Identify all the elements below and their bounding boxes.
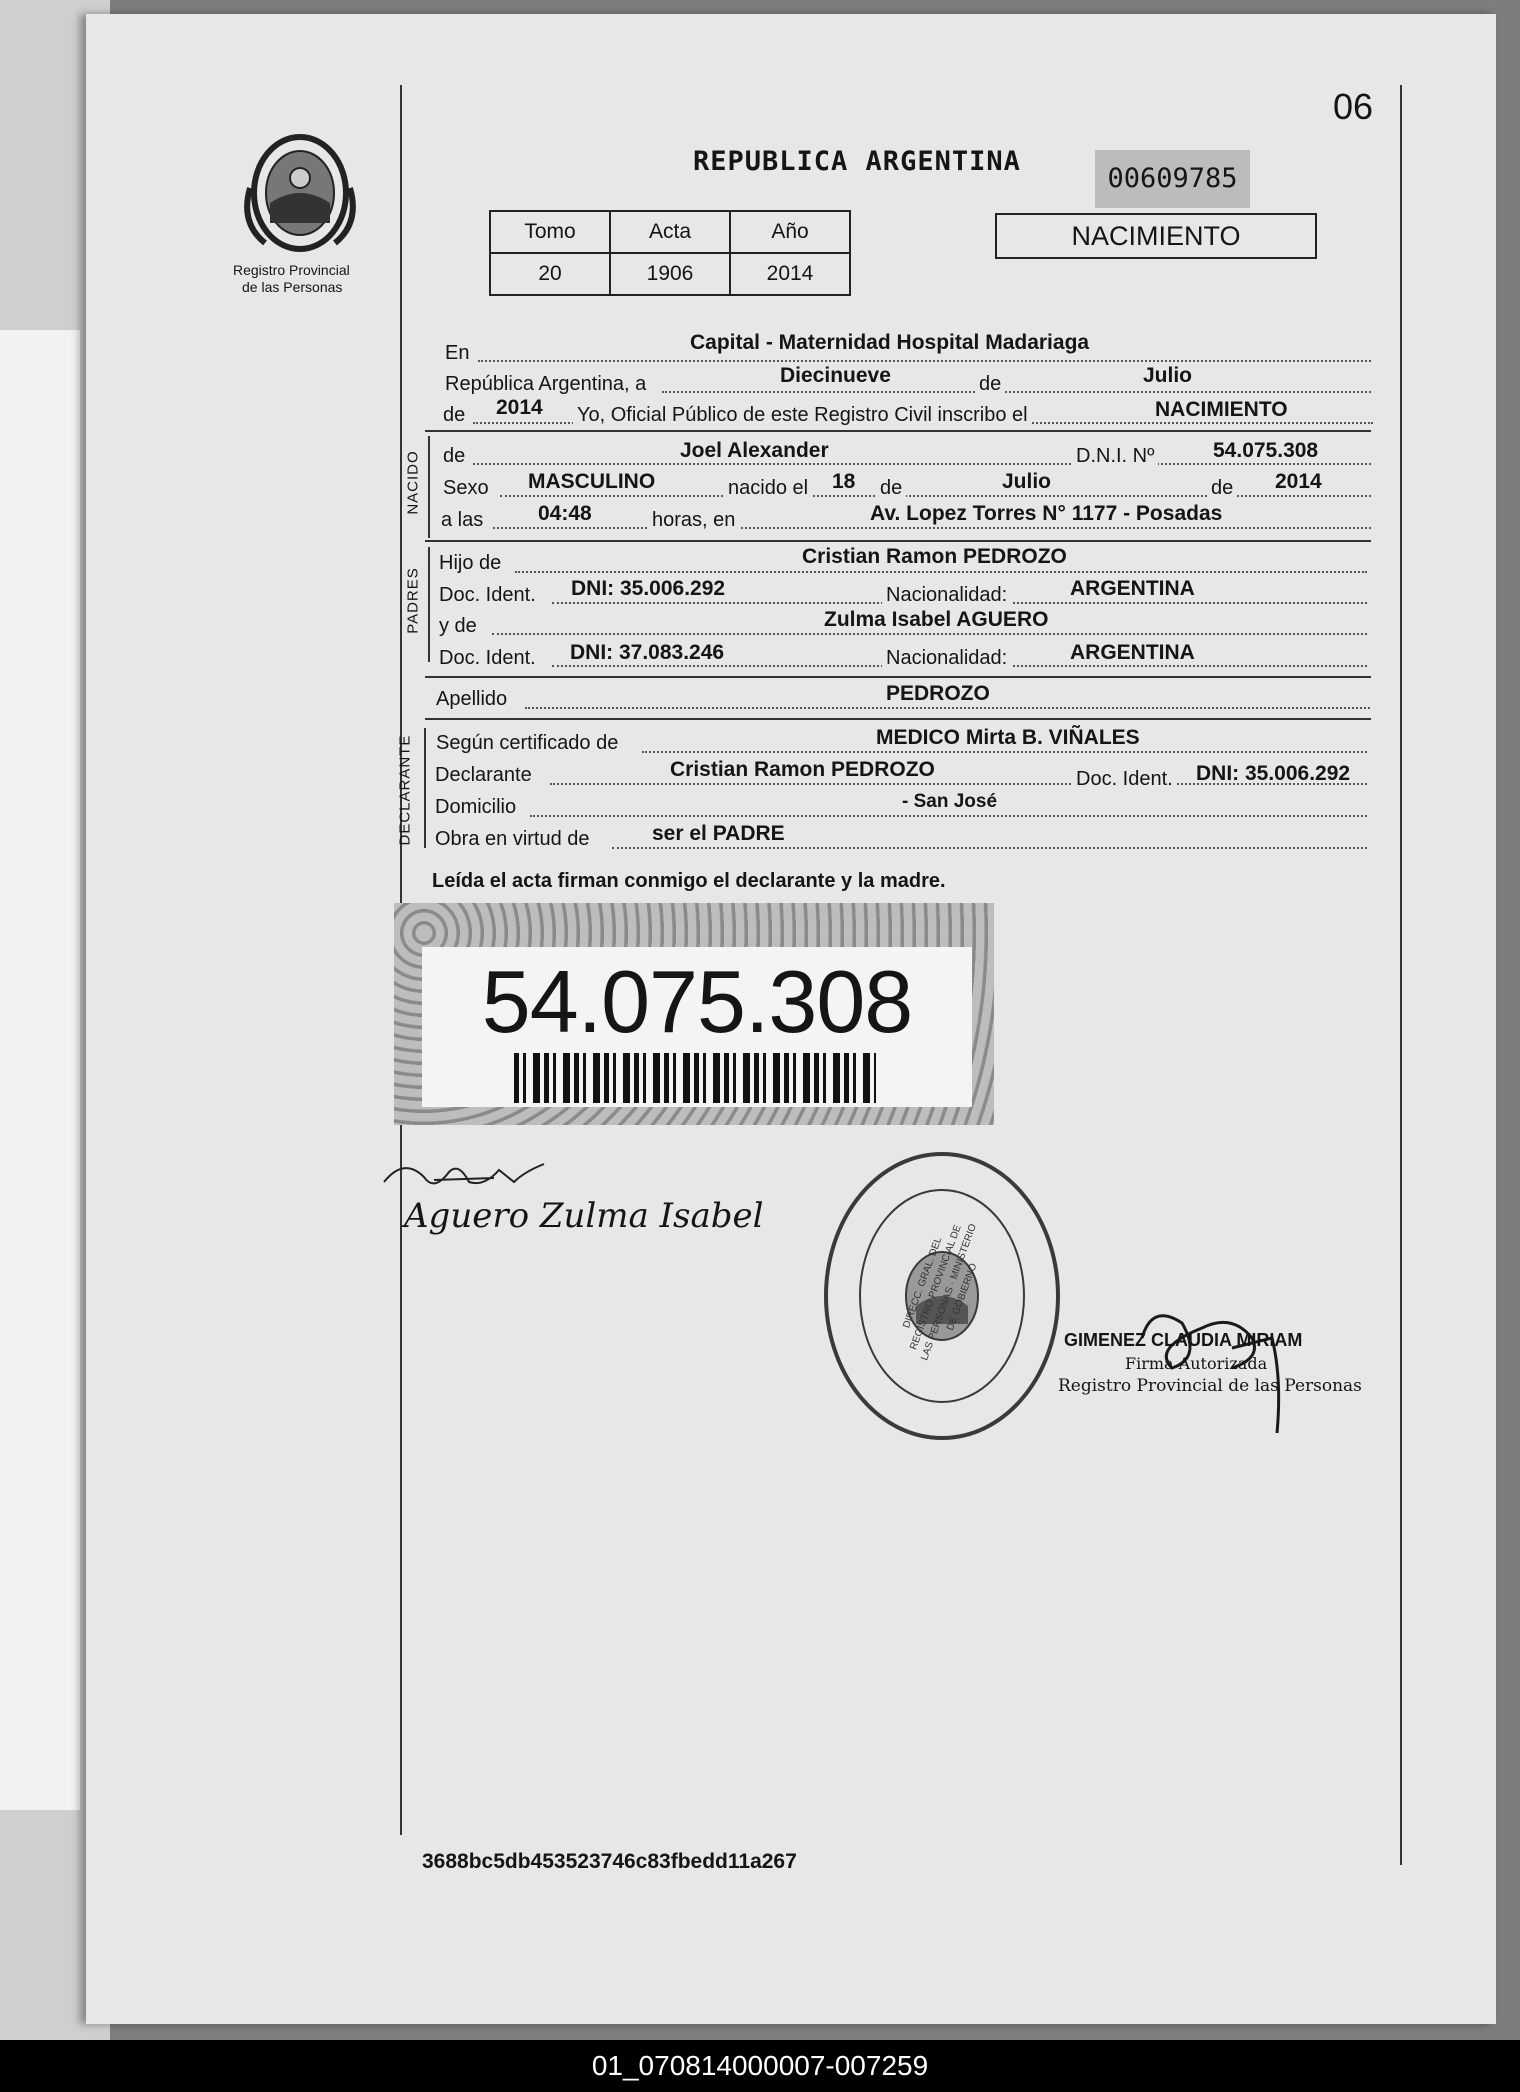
document-hash: 3688bc5db453523746c83fbedd11a267 [422,1850,797,1873]
de-label: de [975,373,1005,396]
nacido-bracket [428,436,430,538]
apellido-label: Apellido [436,688,508,710]
table-header-tomo: Tomo [490,211,610,253]
padre-doc-label: Doc. Ident. [439,584,536,606]
inscribo-value: NACIMIENTO [1155,398,1288,421]
hora-value: 04:48 [538,502,592,525]
nacido-nombre: Joel Alexander [680,439,829,462]
scan-footer-id: 01_070814000007-007259 [0,2040,1520,2092]
dotted-line [642,751,1367,753]
y-de-label: y de [439,615,477,637]
dotted-line [493,527,1371,529]
horas-label: horas, en [648,509,739,532]
en-label: En [445,342,470,364]
tomo-acta-table [489,210,851,296]
nacido-de-label3: de [1207,477,1237,500]
certificate-type-box: NACIMIENTO [995,213,1317,259]
section-divider [425,430,1371,432]
nacido-section-label: NACIDO [404,450,422,515]
page-number: 06 [1333,86,1374,127]
nacido-dia: 18 [832,470,856,493]
logo-caption-line1: Registro Provincial [233,262,350,278]
nacido-dni: 54.075.308 [1213,439,1319,462]
sexo-label: Sexo [443,477,489,499]
domicilio-value: - San José [902,791,998,812]
madre-doc-label: Doc. Ident. [439,647,536,669]
declarante-label: Declarante [435,764,532,786]
cert-value: MEDICO Mirta B. VIÑALES [876,726,1140,749]
section-divider [425,540,1371,542]
official-title: Firma Autorizada [1125,1354,1268,1373]
logo-caption-line2: de las Personas [242,279,343,295]
dotted-line [478,360,1371,362]
mes-value: Julio [1143,364,1193,387]
mother-signature-scribble [374,1152,564,1200]
dotted-line [515,571,1367,573]
sticker-number: 54.075.308 [481,952,913,1051]
dia-value: Diecinueve [780,364,891,387]
dni-sticker-label [422,947,972,1107]
padre-doc: DNI: 35.006.292 [571,577,726,600]
dotted-line [473,463,1371,465]
dotted-line [525,707,1370,709]
declarante-bracket [424,728,426,848]
declarante-value: Cristian Ramon PEDROZO [670,758,935,781]
table-value-tomo: 20 [490,253,610,295]
nacido-de-label: de [443,445,466,467]
de-label: de [443,404,466,426]
official-name: GIMENEZ CLAUDIA MIRIAM [1064,1330,1303,1350]
padre-nac: ARGENTINA [1070,577,1195,600]
section-divider [425,718,1371,720]
nacido-mes: Julio [1002,470,1052,493]
cert-label: Según certificado de [436,732,619,754]
section-divider [425,676,1371,678]
dotted-line [662,391,1371,393]
sexo-value: MASCULINO [528,470,656,493]
document-title: REPUBLICA ARGENTINA [693,146,1021,177]
dotted-line [492,633,1367,635]
right-margin-rule [1400,85,1402,1865]
closing-statement: Leída el acta firman conmigo el declarante y la madre. [432,870,946,892]
dni-label: D.N.I. Nº [1072,445,1158,468]
declarante-section-label: DECLARANTE [396,734,414,846]
declarante-doc-label: Doc. Ident. [1072,768,1177,791]
official-office: Registro Provincial de las Personas [1058,1376,1362,1396]
obra-label: Obra en virtud de [435,828,590,850]
seal-text: DIRECC. GRAL. DEL REGISTRO PROVINCIAL DE LAS PERSONAS · MINISTERIO DE GOBIERNO [901,1222,980,1362]
dni-sticker [394,903,994,1125]
oficial-text: Yo, Oficial Público de este Registro Civil inscribo el [573,404,1032,427]
madre-nac-label: Nacionalidad: [882,647,1011,670]
madre-doc: DNI: 37.083.246 [570,641,725,664]
declarante-doc: DNI: 35.006.292 [1196,762,1351,785]
padres-section-label: PADRES [404,567,422,634]
province-coat-of-arms-logo [240,128,360,258]
table-header-acta: Acta [610,211,730,253]
anio-value: 2014 [496,396,543,419]
barcode [514,1053,876,1103]
table-value-anio: 2014 [730,253,850,295]
nacido-anio: 2014 [1275,470,1322,493]
madre-nombre: Zulma Isabel AGUERO [824,608,1049,631]
alas-label: a las [441,509,484,531]
nacido-de-label2: de [876,477,906,500]
background-sheet-edge [0,330,80,1810]
dotted-line [612,847,1367,849]
table-value-acta: 1906 [610,253,730,295]
mother-signature: Aguero Zulma Isabel [404,1196,764,1236]
serial-number: 00609785 [1095,150,1250,208]
table-header-anio: Año [730,211,850,253]
obra-value: ser el PADRE [652,822,785,845]
domicilio-label: Domicilio [435,796,517,818]
padres-bracket [428,547,430,662]
madre-nac: ARGENTINA [1070,641,1195,664]
lugar-value: Av. Lopez Torres N° 1177 - Posadas [870,502,1223,525]
hijo-de-label: Hijo de [439,552,502,574]
nacido-el-label: nacido el [724,477,812,500]
en-value: Capital - Maternidad Hospital Madariaga [690,331,1090,354]
dotted-line [500,495,1371,497]
padre-nac-label: Nacionalidad: [882,584,1011,607]
republica-label: República Argentina, a [445,373,647,395]
dotted-line [530,815,1367,817]
apellido-value: PEDROZO [886,682,990,705]
padre-nombre: Cristian Ramon PEDROZO [802,545,1067,568]
